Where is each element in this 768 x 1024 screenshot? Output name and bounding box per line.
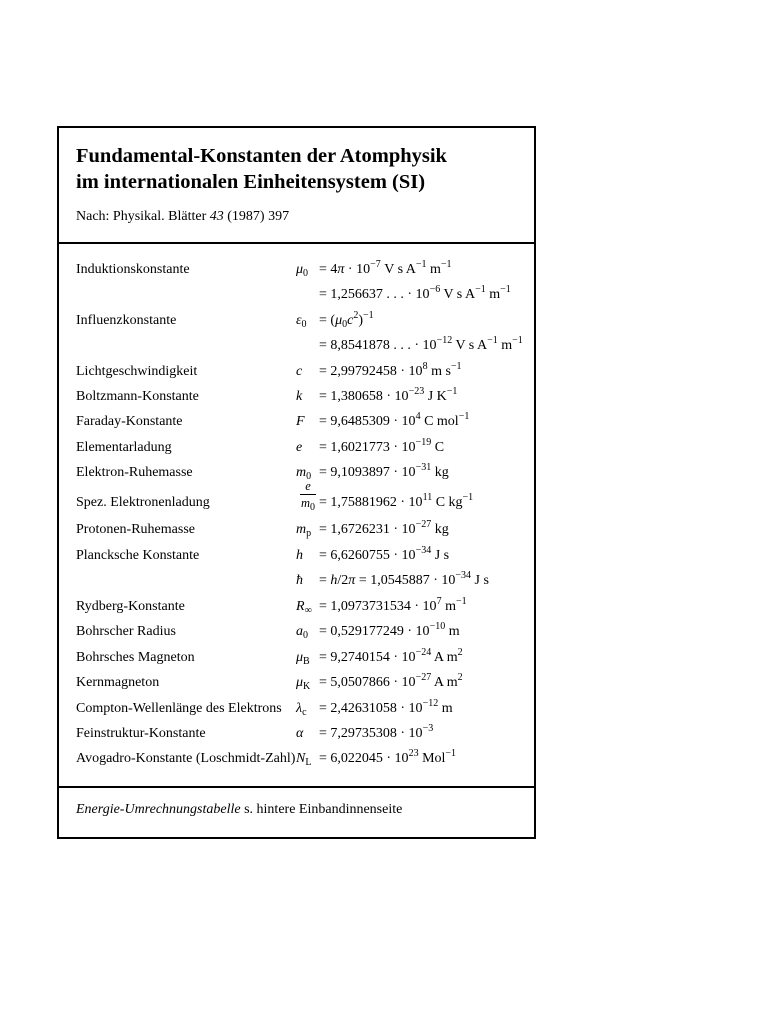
constant-symbol: $\lambda_c$	[296, 701, 307, 718]
constant-name: Lichtgeschwindigkeit	[76, 364, 198, 379]
table-row	[59, 479, 534, 513]
constant-value: = $6,022045 \cdot 10^{23}$ Mol$^{-1}$	[319, 748, 457, 766]
divider-top	[59, 242, 534, 244]
table-row	[59, 648, 534, 668]
constant-value: = 8,8541878 . . . · $10^{-12}$ V s $A^{-1}$ $m^{-1}$	[319, 335, 523, 353]
constant-name: Elementarladung	[76, 440, 172, 455]
constant-symbol: $\mu_B$	[296, 650, 310, 667]
title-line-1: Fundamental-Konstanten der Atomphysik	[76, 145, 447, 167]
table-row	[59, 597, 534, 617]
constant-symbol: $\mu_0$	[296, 262, 309, 279]
constant-value: = $1,6726231 \cdot 10^{-27}$ kg	[319, 519, 449, 537]
constant-symbol: $a_0$	[296, 624, 308, 641]
table-row	[59, 260, 534, 280]
constant-name: Bohrscher Radius	[76, 624, 176, 639]
table-row	[59, 673, 534, 693]
table-row	[59, 387, 534, 407]
table-row	[59, 622, 534, 642]
constant-symbol: $m_p$	[296, 522, 312, 539]
table-row	[59, 463, 534, 483]
constant-value: = $5,0507866 \cdot 10^{-27}$ A $m^2$	[319, 672, 463, 690]
table-row	[59, 749, 534, 769]
table-row	[59, 336, 534, 356]
source-volume: 43	[209, 209, 224, 224]
table-title	[76, 143, 447, 195]
source-suffix: (1987) 397	[227, 209, 290, 224]
table-row	[59, 571, 534, 591]
constant-name: Avogadro-Konstante (Loschmidt-Zahl)	[76, 751, 296, 766]
table-row	[59, 699, 534, 719]
table-row	[59, 285, 534, 305]
constant-value: = $4\pi \cdot 10^{-7}$ V s $A^{-1}$ $m^{-1}$	[319, 259, 452, 277]
footer-rest: s. hintere Einbandinnenseite	[244, 802, 403, 817]
constant-value: = $9,2740154 \cdot 10^{-24}$ A $m^2$	[319, 647, 463, 665]
constant-name: Influenzkonstante	[76, 313, 177, 328]
constant-name: Rydberg-Konstante	[76, 599, 185, 614]
constant-name: Elektron-Ruhemasse	[76, 465, 193, 480]
constant-symbol: $m_0$	[296, 465, 312, 482]
constant-symbol: $N_L$	[296, 751, 312, 768]
footer-note	[76, 802, 402, 818]
constant-name: Bohrsches Magneton	[76, 650, 195, 665]
constant-symbol: $\varepsilon_0$	[296, 313, 307, 330]
constant-symbol: α	[296, 726, 304, 741]
constant-symbol: F	[296, 414, 305, 429]
table-row	[59, 724, 534, 744]
title-line-2: im internationalen Einheitensystem (SI)	[76, 171, 426, 193]
constant-name: Compton-Wellenlänge des Elektrons	[76, 701, 282, 716]
constant-name: Plancksche Konstante	[76, 548, 200, 563]
constant-value: = $(\mu_0c^2)^{-1}$	[319, 310, 374, 330]
constant-symbol: $\mu_K$	[296, 675, 311, 692]
table-row	[59, 311, 534, 331]
constant-value: = $1,75881962 \cdot 10^{11}$ C $kg^{-1}$	[319, 492, 474, 510]
table-row	[59, 520, 534, 540]
constant-symbol: $R_\infty$	[296, 599, 312, 616]
constant-symbol-fraction: e $m_0$	[300, 479, 316, 513]
constant-symbol: k	[296, 389, 303, 404]
constant-value: = $1,6021773 \cdot 10^{-19}$ C	[319, 437, 445, 455]
constant-name: Spez. Elektronenladung	[76, 495, 210, 510]
constant-symbol: h	[296, 548, 303, 563]
constant-symbol: ħ	[296, 573, 303, 588]
constant-name: Induktionskonstante	[76, 262, 190, 277]
constant-value: = $7,29735308 \cdot 10^{-3}$	[319, 723, 434, 741]
divider-bottom	[59, 786, 534, 788]
table-row	[59, 412, 534, 432]
constant-value: = $1,0973731534 \cdot 10^7$ $m^{-1}$	[319, 596, 467, 614]
source-citation	[76, 209, 289, 225]
source-prefix: Nach: Physikal. Blätter	[76, 209, 207, 224]
constant-name: Feinstruktur-Konstante	[76, 726, 206, 741]
constant-name: Protonen-Ruhemasse	[76, 522, 195, 537]
constant-name: Kernmagneton	[76, 675, 160, 690]
constant-value: = $2,99792458 \cdot 10^8$ m $s^{-1}$	[319, 361, 462, 379]
table-row	[59, 362, 534, 382]
constant-name: Boltzmann-Konstante	[76, 389, 199, 404]
constant-symbol: e	[296, 440, 303, 455]
constant-value: = $h/2\pi = 1,0545887 \cdot 10^{-34}$ J s	[319, 570, 489, 588]
constant-value: = $6,6260755 \cdot 10^{-34}$ J s	[319, 545, 450, 563]
constant-value: = $9,6485309 \cdot 10^4$ C mol$^{-1}$	[319, 411, 470, 429]
constant-value: = $2,42631058 \cdot 10^{-12}$ m	[319, 698, 453, 716]
constant-value: = $1,380658 \cdot 10^{-23}$ J $K^{-1}$	[319, 386, 458, 404]
table-row	[59, 438, 534, 458]
constant-name: Faraday-Konstante	[76, 414, 183, 429]
constants-table	[57, 126, 536, 839]
table-row	[59, 546, 534, 566]
footer-italic: Energie-Umrechnungstabelle	[76, 802, 241, 817]
constant-symbol: c	[296, 364, 303, 379]
constant-value: = $9,1093897 \cdot 10^{-31}$ kg	[319, 462, 449, 480]
constant-value: = 1,256637 . . . · $10^{-6}$ V s $A^{-1}$ $m^{-1}$	[319, 284, 511, 302]
constant-value: = $0,529177249 \cdot 10^{-10}$ m	[319, 621, 460, 639]
